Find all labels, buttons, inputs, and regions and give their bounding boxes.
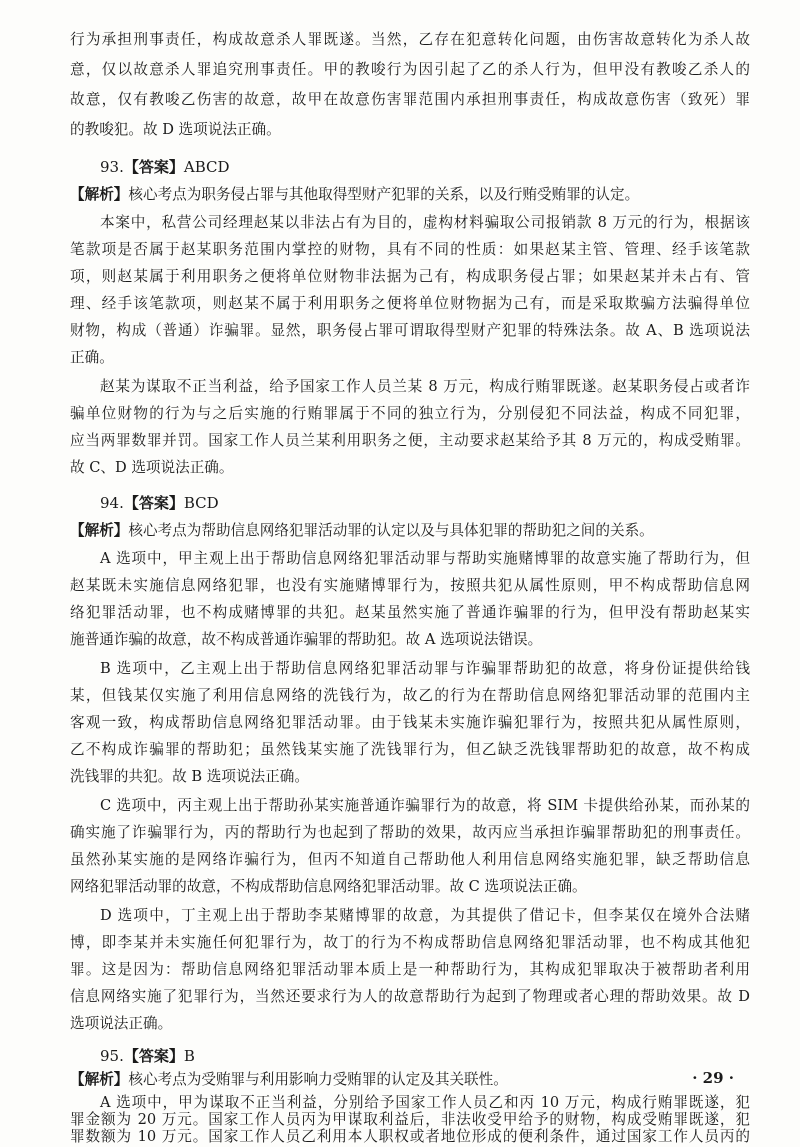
answer-value: ABCD bbox=[183, 158, 230, 176]
question-number: 94. bbox=[100, 494, 124, 512]
analysis-line-93 bbox=[70, 185, 750, 205]
paragraph-line: 本案中，私营公司经理赵某以非法占有为目的，虚构材料骗取公司报销款 8 万元的行为，根据该 bbox=[100, 214, 750, 231]
paragraph-line: 赵某为谋取不正当利益，给予国家工作人员兰某 8 万元，构成行贿罪既遂。赵某职务侵占或者诈 bbox=[100, 378, 750, 395]
paragraph-line: 乙不构成诈骗罪的帮助犯；虽然钱某实施了洗钱罪行为，但乙缺乏洗钱罪帮助犯的故意，故不构成 bbox=[70, 741, 750, 758]
question-number: 95. bbox=[100, 1047, 124, 1065]
question-number: 93. bbox=[100, 158, 124, 176]
paragraph-line: 的教唆犯。故 D 选项说法正确。 bbox=[70, 121, 281, 138]
analysis-line-94 bbox=[70, 521, 750, 541]
paragraph-line: 故意，仅有教唆乙伤害的故意，故甲在故意伤害罪范围内承担刑事责任，构成故意伤害（致死）罪 bbox=[70, 91, 750, 108]
paragraph-line: 施普通诈骗的故意，故不构成普通诈骗罪的帮助犯。故 A 选项说法错误。 bbox=[70, 631, 543, 648]
paragraph-line: 应当两罪数罪并罚。国家工作人员兰某利用职务之便，主动要求赵某给予其 8 万元的，构成受贿罪。 bbox=[70, 432, 750, 449]
paragraph-line: 赵某既未实施信息网络犯罪，也没有实施赌博罪行为，按照共犯从属性原则，甲不构成帮助信息网 bbox=[70, 577, 750, 594]
analysis-text: 核心考点为受贿罪与利用影响力受贿罪的认定及其关联性。 bbox=[128, 1071, 508, 1088]
paragraph-line: 行为承担刑事责任，构成故意杀人罪既遂。当然，乙存在犯意转化问题，由伤害故意转化为杀人故 bbox=[70, 31, 750, 48]
answer-tag: 【答案】 bbox=[123, 158, 184, 176]
paragraph-line: 财物，构成（普通）诈骗罪。显然，职务侵占罪可谓取得型财产犯罪的特殊法条。故 A、B 选项说法 bbox=[70, 322, 750, 339]
answer-tag: 【答案】 bbox=[123, 494, 184, 512]
paragraph-line: A 选项中，甲为谋取不正当利益，分别给予国家工作人员乙和丙 10 万元，构成行贿罪既遂，犯 bbox=[100, 1094, 750, 1111]
paragraph-line: 罪数额为 10 万元。国家工作人员乙利用本人职权或者地位形成的便利条件，通过国家工作人员丙的 bbox=[70, 1128, 750, 1145]
paragraph-line: A 选项中，甲主观上出于帮助信息网络犯罪活动罪与帮助实施赌博罪的故意实施了帮助行为，但 bbox=[100, 550, 750, 567]
analysis-tag: 【解析】 bbox=[70, 186, 129, 203]
analysis-text: 核心考点为职务侵占罪与其他取得型财产犯罪的关系，以及行贿受贿罪的认定。 bbox=[128, 186, 640, 203]
paragraph-line: 络犯罪活动罪，也不构成赌博罪的共犯。赵某虽然实施了普通诈骗罪的行为，但甲没有帮助赵某实 bbox=[70, 604, 750, 621]
analysis-text: 核心考点为帮助信息网络犯罪活动罪的认定以及与具体犯罪的帮助犯之间的关系。 bbox=[128, 522, 654, 539]
paragraph-line: 信息网络实施了犯罪行为，当然还要求行为人的故意帮助行为起到了物理或者心理的帮助效果。故 D bbox=[70, 988, 750, 1005]
paragraph-line: 网络犯罪活动罪的故意，不构成帮助信息网络犯罪活动罪。故 C 选项说法正确。 bbox=[70, 878, 587, 895]
paragraph-line: 选项说法正确。 bbox=[70, 1015, 173, 1032]
paragraph-line: 理、经手该笔款项，则赵某不属于利用职务之便将单位财物据为己有，而是采取欺骗方法骗得单位 bbox=[70, 295, 750, 312]
paragraph-line: 罪金额为 20 万元。国家工作人员丙为甲谋取利益后，非法收受甲给予的财物，构成受贿罪既遂，犯 bbox=[70, 1111, 750, 1128]
page-number: · 29 · bbox=[692, 1069, 734, 1087]
paragraph-line: B 选项中，乙主观上出于帮助信息网络犯罪活动罪与诈骗罪帮助犯的故意，将身份证提供给钱 bbox=[100, 660, 750, 677]
paragraph-line: 博，即李某并未实施任何犯罪行为，故丁的行为不构成帮助信息网络犯罪活动罪，也不构成其他犯 bbox=[70, 934, 750, 951]
paragraph-line: 意，仅以故意杀人罪追究刑事责任。甲的教唆行为因引起了乙的杀人行为，但甲没有教唆乙杀人的 bbox=[70, 61, 750, 78]
analysis-tag: 【解析】 bbox=[70, 522, 129, 539]
paragraph-line: 确实施了诈骗罪行为，丙的帮助行为也起到了帮助的效果，故丙应当承担诈骗罪帮助犯的刑事责任。 bbox=[70, 824, 750, 841]
paragraph-line: 虽然孙某实施的是网络诈骗行为，但丙不知道自己帮助他人利用信息网络实施犯罪，缺乏帮助信息 bbox=[70, 851, 750, 868]
answer-heading-94 bbox=[70, 493, 750, 513]
paragraph-line: 故 C、D 选项说法正确。 bbox=[70, 459, 234, 476]
answer-heading-93 bbox=[70, 157, 750, 177]
paragraph-line: 笔款项是否属于赵某职务范围内掌控的财物，具有不同的性质：如果赵某主管、管理、经手该笔款 bbox=[70, 241, 750, 258]
answer-value: B bbox=[183, 1047, 195, 1065]
analysis-line-95 bbox=[70, 1070, 670, 1090]
paragraph-line: 客观一致，构成帮助信息网络犯罪活动罪。由于钱某未实施诈骗犯罪行为，按照共犯从属性原则， bbox=[70, 714, 750, 731]
answer-tag: 【答案】 bbox=[123, 1047, 184, 1065]
paragraph-line: 某，但钱某仅实施了利用信息网络的洗钱行为，故乙的行为在帮助信息网络犯罪活动罪的范围内主 bbox=[70, 687, 750, 704]
paragraph-line: 罪。这是因为：帮助信息网络犯罪活动罪本质上是一种帮助行为，其构成犯罪取决于被帮助者利用 bbox=[70, 961, 750, 978]
analysis-tag: 【解析】 bbox=[70, 1071, 129, 1088]
paragraph-line: 骗单位财物的行为与之后实施的行贿罪属于不同的独立行为，分别侵犯不同法益，构成不同犯罪， bbox=[70, 405, 750, 422]
paragraph-line: 正确。 bbox=[70, 349, 114, 366]
answer-heading-95 bbox=[70, 1046, 750, 1066]
paragraph-line: C 选项中，丙主观上出于帮助孙某实施普通诈骗罪行为的故意，将 SIM 卡提供给孙某，而孙某的 bbox=[100, 797, 750, 814]
paragraph-line: 洗钱罪的共犯。故 B 选项说法正确。 bbox=[70, 768, 309, 785]
paragraph-line: D 选项中，丁主观上出于帮助李某赌博罪的故意，为其提供了借记卡，但李某仅在境外合法赌 bbox=[100, 907, 750, 924]
answer-value: BCD bbox=[183, 494, 219, 512]
paragraph-line: 项，则赵某属于利用职务之便将单位财物非法据为己有，构成职务侵占罪；如果赵某并未占有、管 bbox=[70, 268, 750, 285]
